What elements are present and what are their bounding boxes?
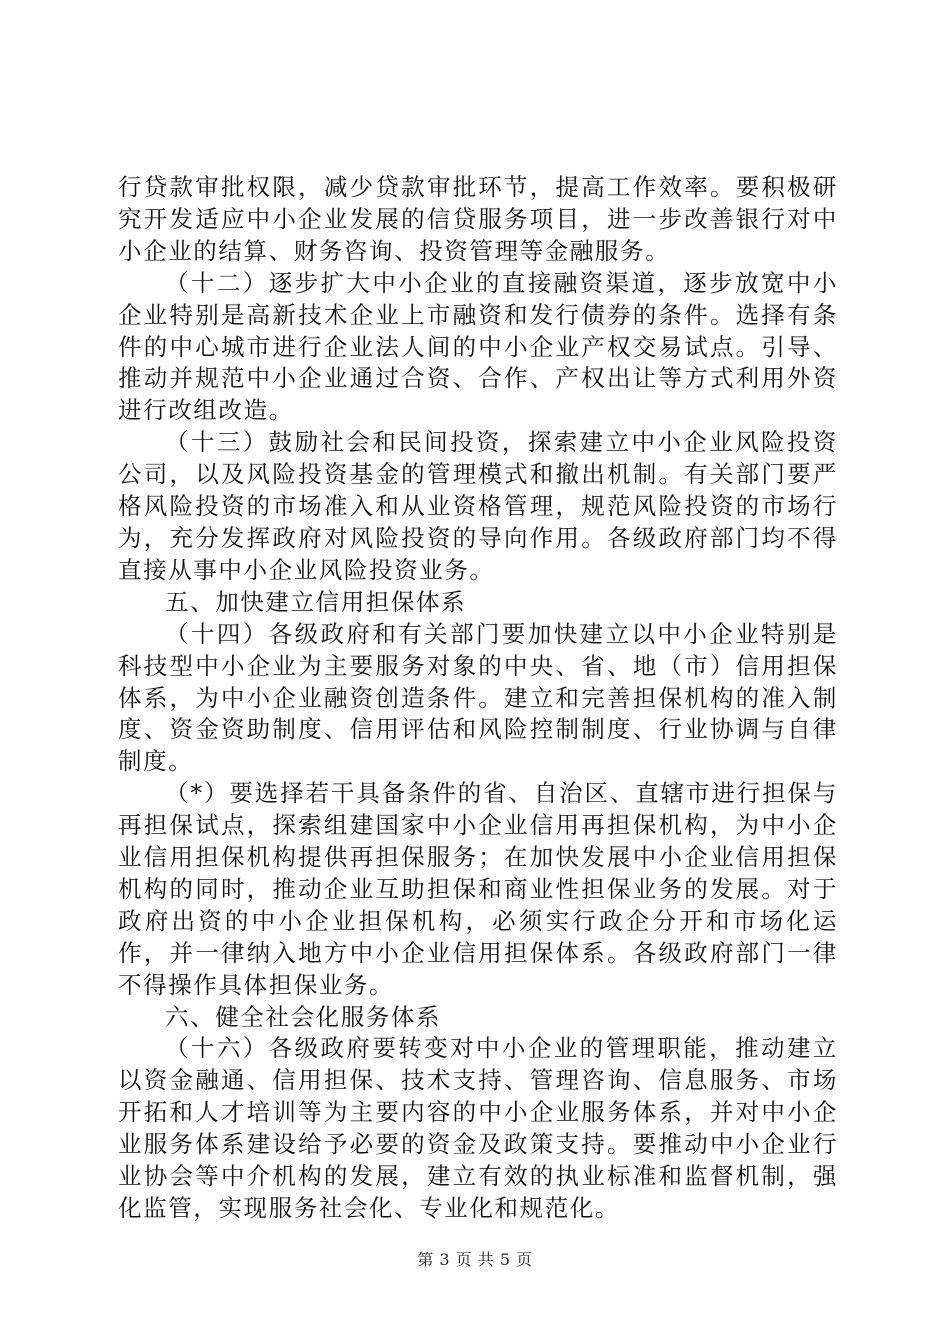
section-heading-5: 五、加快建立信用担保体系 — [165, 587, 467, 616]
paragraph-continuation: 行贷款审批权限，减少贷款审批环节，提高工作效率。要积极研究开发适应中小企业发展的信贷服务项目，进一步改善银行对中小企业的结算、财务咨询、投资管理等金融服务。 — [118, 173, 838, 265]
paragraph-item-14: （十四）各级政府和有关部门要加快建立以中小企业特别是科技型中小企业为主要服务对象的中央、省、地（市）信用担保体系，为中小企业融资创造条件。建立和完善担保机构的准入制度、资金资助制度、信用评估和风险控制制度、行业协调与自律制度。 — [118, 619, 838, 776]
paragraph-item-15: （*）要选择若干具备条件的省、自治区、直辖市进行担保与再担保试点，探索组建国家中小企业信用再担保机构，为中小企业信用担保机构提供再担保服务；在加快发展中小企业信用担保机构的同时，推动企业互助担保和商业性担保业务的发展。对于政府出资的中小企业担保机构，必须实行政企分开和市场化运作，并一律纳入地方中小企业信用担保体系。各级政府部门一律不得操作具体担保业务。 — [118, 779, 838, 999]
paragraph-item-16: （十六）各级政府要转变对中小企业的管理职能，推动建立以资金融通、信用担保、技术支持、管理咨询、信息服务、市场开拓和人才培训等为主要内容的中小企业服务体系，并对中小企业服务体系建设给予必要的资金及政策支持。要推动中小企业行业协会等中介机构的发展，建立有效的执业标准和监督机制，强化监管，实现服务社会化、专业化和规范化。 — [118, 1034, 838, 1222]
document-body — [118, 172, 838, 1225]
paragraph-item-12: （十二）逐步扩大中小企业的直接融资渠道，逐步放宽中小企业特别是高新技术企业上市融资和发行债券的条件。选择有条件的中心城市进行企业法人间的中小企业产权交易试点。引导、推动并规范中小企业通过合资、合作、产权出让等方式利用外资进行改组改造。 — [118, 268, 838, 425]
page-number-footer: 第 3 页 共 5 页 — [417, 1250, 533, 1269]
paragraph-item-13: （十三）鼓励社会和民间投资，探索建立中小企业风险投资公司，以及风险投资基金的管理模式和撤出机制。有关部门要严格风险投资的市场准入和从业资格管理，规范风险投资的市场行为，充分发挥政府对风险投资的导向作用。各级政府部门均不得直接从事中小企业风险投资业务。 — [118, 428, 838, 584]
section-heading-6: 六、健全社会化服务体系 — [165, 1002, 442, 1031]
